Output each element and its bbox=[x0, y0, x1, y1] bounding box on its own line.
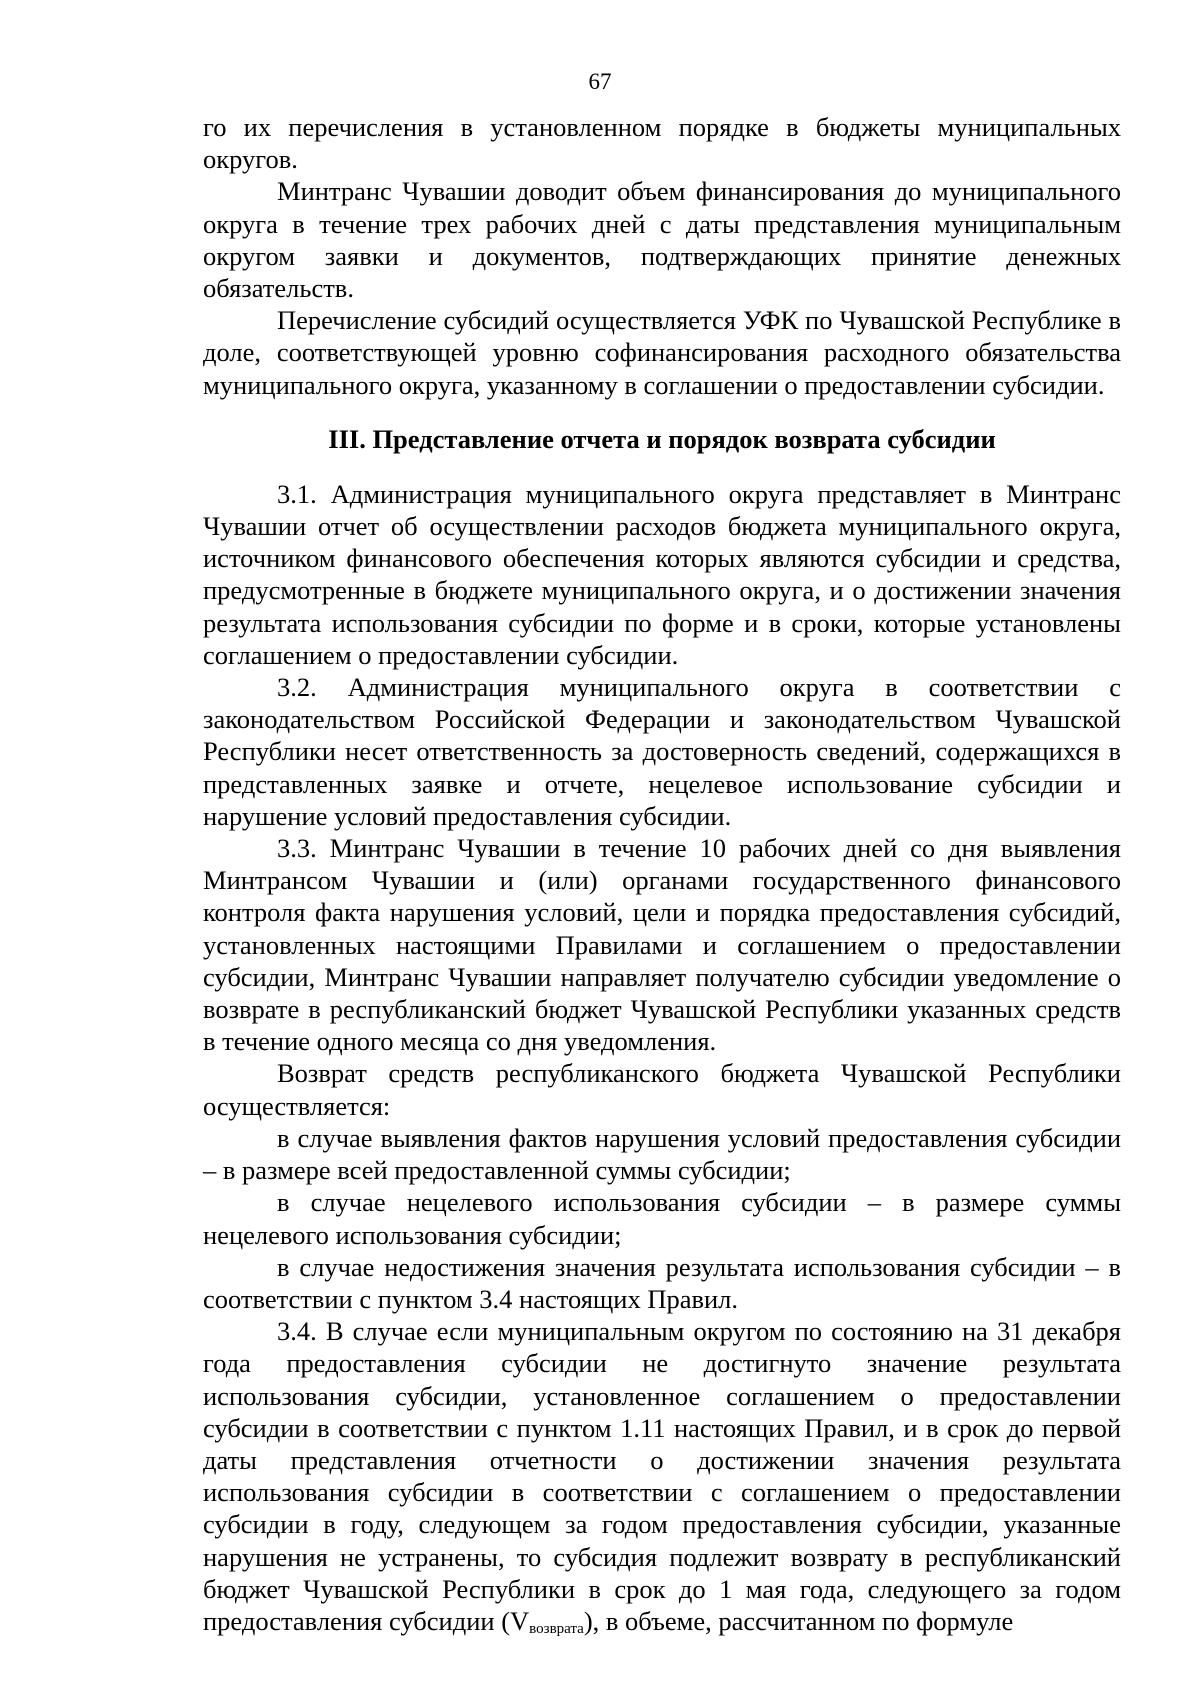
page-number: 67 bbox=[588, 69, 612, 94]
paragraph: Минтранс Чувашии доводит объем финансирования до муниципального округа в течение трех рабочих дней с даты представления муниципальным округом заявки и документов, подтверждающих принятие денежных обязательств. bbox=[203, 176, 1121, 304]
paragraph-text: ), в объеме, рассчитанном по формуле bbox=[583, 1605, 1014, 1636]
paragraph-3-4 bbox=[203, 1315, 1121, 1637]
formula-subscript: возврата bbox=[529, 1620, 584, 1637]
list-item: в случае нецелевого использования субсидии – в размере суммы нецелевого использования субсидии; bbox=[203, 1187, 1121, 1250]
paragraph: 3.3. Минтранс Чувашии в течение 10 рабочих дней со дня выявления Минтрансом Чувашии и (или) органами государственного финансового контроля факта нарушения условий, цели и порядка предоставления субсидий, установленных настоящими Правилами и соглашением о предоставлении субсидии, Минтранс Чувашии направляет получателю субсидии уведомление о возврате в республиканский бюджет Чувашской Республики указанных средств в течение одного месяца со дня уведомления. bbox=[203, 833, 1121, 1057]
section-heading: III. Представление отчета и порядок возврата субсидии bbox=[328, 423, 996, 454]
paragraph: Перечисление субсидий осуществляется УФК по Чувашской Республике в доле, соответствующей уровню софинансирования расходного обязательства муниципального округа, указанному в соглашении о предоставлении субсидии. bbox=[203, 305, 1121, 400]
paragraph: 3.1. Администрация муниципального округа представляет в Минтранс Чувашии отчет об осуществлении расходов бюджета муниципального округа, источником финансового обеспечения которых являются субсидии и средства, предусмотренные в бюджете муниципального округа, и о достижении значения результата использования субсидии по форме и в сроки, которые установлены соглашением о предоставлении субсидии. bbox=[203, 478, 1121, 670]
list-item: в случае выявления фактов нарушения условий предоставления субсидии – в размере всей предоставленной суммы субсидии; bbox=[203, 1122, 1121, 1186]
list-item: в случае недостижения значения результата использования субсидии – в соответствии с пунктом 3.4 настоящих Правил. bbox=[203, 1251, 1121, 1314]
paragraph-text: 3.4. В случае если муниципальным округом по состоянию на 31 декабря года предоставления субсидии не достигнуто значение результата использования субсидии, установленное соглашением о предоставлении субсидии в соответствии с пунктом 1.11 настоящих Правил, и в срок до первой даты представления отчетности о достижении значения результата использования субсидии в соответствии с соглашением о предоставлении субсидии в году, следующем за годом предоставления субсидии, указанные нарушения не устранены, то субсидия подлежит возврату в республиканский бюджет Чувашской Республики в срок до 1 мая года, следующего за годом предоставления субсидии (V bbox=[203, 1316, 1121, 1636]
paragraph: Возврат средств республиканского бюджета Чувашской Республики осуществляется: bbox=[203, 1058, 1121, 1121]
document-body bbox=[203, 111, 1121, 1637]
paragraph: го их перечисления в установленном порядке в бюджеты муниципальных округов. bbox=[203, 112, 1121, 175]
paragraph: 3.2. Администрация муниципального округа в соответствии с законодательством Российской Федерации и законодательством Чувашской Республики несет ответственность за достоверность сведений, содержащихся в представленных заявке и отчете, нецелевое использование субсидии и нарушение условий предоставления субсидии. bbox=[203, 672, 1121, 831]
